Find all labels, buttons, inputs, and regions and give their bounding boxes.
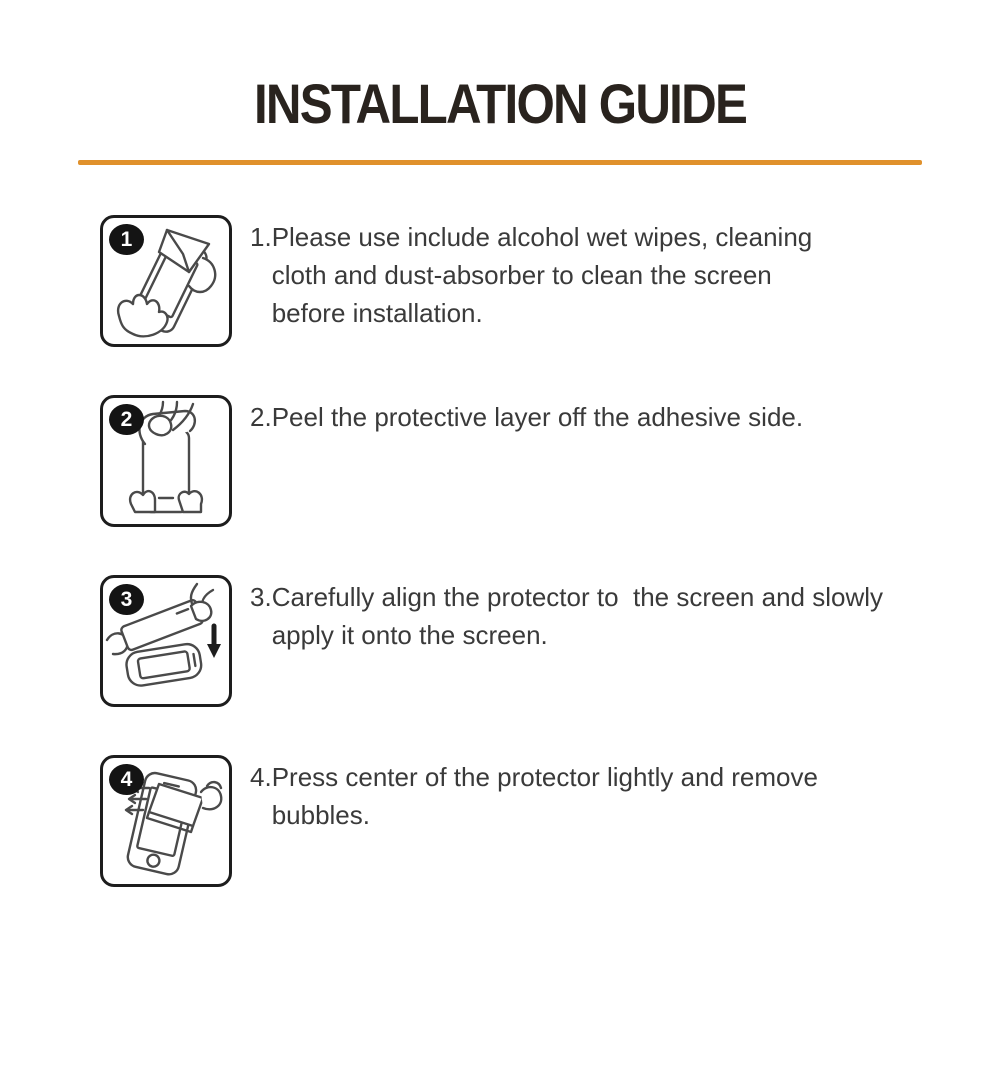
step-description: Peel the protective layer off the adhesive side. bbox=[271, 402, 804, 432]
step-number-badge: 1 bbox=[109, 224, 144, 255]
step2-illustration-box bbox=[100, 395, 232, 527]
step1-text bbox=[250, 215, 812, 332]
step-number: 1. bbox=[250, 222, 272, 252]
step-row-3 bbox=[100, 575, 1000, 707]
step4-illustration-box bbox=[100, 755, 232, 887]
step3-text bbox=[250, 575, 883, 654]
step-row-1 bbox=[100, 215, 1000, 347]
step4-text bbox=[250, 755, 818, 834]
step-number: 4. bbox=[250, 762, 272, 792]
page-title: INSTALLATION GUIDE bbox=[253, 72, 747, 135]
step3-illustration-box bbox=[100, 575, 232, 707]
step-description: Press center of the protector lightly and remove bubbles. bbox=[271, 762, 818, 830]
step2-text bbox=[250, 395, 803, 436]
installation-guide-page bbox=[0, 72, 1000, 1076]
step-number-badge: 4 bbox=[109, 764, 144, 795]
step-description: Carefully align the protector to the screen and slowly apply it onto the screen. bbox=[271, 582, 884, 650]
step-description: Please use include alcohol wet wipes, cleaning cloth and dust-absorber to clean the screen before installation. bbox=[271, 222, 813, 328]
step-number: 2. bbox=[250, 402, 272, 432]
orange-divider bbox=[78, 160, 922, 165]
step1-illustration-box bbox=[100, 215, 232, 347]
step-number-badge: 2 bbox=[109, 404, 144, 435]
step-number: 3. bbox=[250, 582, 272, 612]
step-row-4 bbox=[100, 755, 1000, 887]
step-number-badge: 3 bbox=[109, 584, 144, 615]
steps-list bbox=[100, 215, 1000, 887]
step-row-2 bbox=[100, 395, 1000, 527]
